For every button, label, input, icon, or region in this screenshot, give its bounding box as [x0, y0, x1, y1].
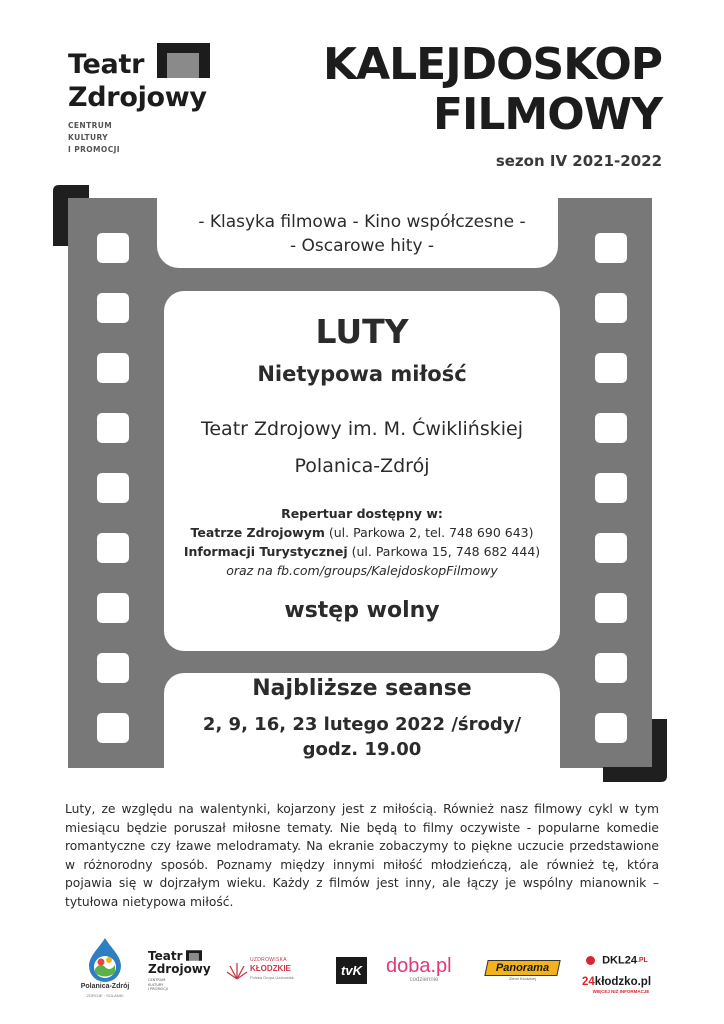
screening-time: godz. 19.00	[302, 739, 422, 760]
title-line-2: FILMOWY	[432, 89, 662, 140]
sponsor-24klodzko-logo	[582, 976, 666, 1000]
film-perforation	[595, 473, 627, 503]
season-label: sezon IV 2021-2022	[495, 152, 662, 170]
k24-sub: WIĘCEJ NIŻ INFORMACJE	[592, 989, 650, 994]
sponsor-teatr-logo	[148, 949, 211, 995]
k24-name: kłodzko.pl	[594, 976, 652, 988]
place-1-name: Teatrze Zdrojowym	[190, 525, 325, 540]
poster-title	[323, 40, 662, 140]
screening-schedule	[0, 712, 724, 762]
logo-sub-1: CENTRUM	[68, 121, 113, 130]
event-theme: Nietypowa miłość	[257, 362, 467, 386]
uzdrowiska-line-2: KŁODZKIE	[250, 964, 291, 973]
logo-sub-3: I PROMOCJI	[68, 145, 120, 154]
tagline-line-2: - Oscarowe hity -	[289, 236, 435, 256]
online-link[interactable]: oraz na fb.com/groups/KalejdoskopFilmowy	[226, 563, 498, 578]
polanica-name: Polanica-Zdrój	[80, 983, 130, 990]
dkl24-name: DKL24	[602, 954, 637, 967]
event-venue: Teatr Zdrojowy im. M. Ćwiklińskiej	[200, 418, 523, 440]
place-2-name: Informacji Turystycznej	[183, 544, 348, 559]
sponsor-teatr-sub-2: KULTURY	[148, 982, 164, 987]
film-perforation	[97, 473, 129, 503]
next-screenings-heading: Najbliższe seanse	[252, 676, 472, 701]
sponsor-tvk-logo: tvK	[336, 957, 367, 984]
polanica-sub: ZDROJE · SOLANKI	[86, 993, 124, 998]
logo-line-2: Zdrojowy	[68, 82, 207, 113]
sponsor-teatr-sub-1: CENTRUM	[148, 978, 166, 982]
dkl24-tld: .PL	[636, 957, 648, 964]
theatre-logo-subtitle	[68, 120, 120, 156]
place-1-details: (ul. Parkowa 2, tel. 748 690 643)	[324, 525, 534, 540]
sponsor-teatr-mark	[186, 950, 202, 961]
panorama-name: Panorama	[495, 962, 550, 974]
doba-name: doba.pl	[386, 955, 452, 977]
logo-line-1: Teatr	[68, 49, 145, 80]
repertoire-info	[0, 504, 724, 580]
title-line-1: KALEJDOSKOP	[322, 39, 662, 90]
place-2-details: (ul. Parkowa 15, 748 682 444)	[347, 544, 541, 559]
logo-sub-2: KULTURY	[68, 133, 109, 142]
doba-sub: codziennie	[409, 977, 439, 983]
tagline-line-1: - Klasyka filmowa - Kino współczesne -	[198, 212, 526, 232]
dkl24-dot-icon	[586, 956, 595, 965]
sponsor-panorama-logo	[486, 960, 559, 982]
event-month: LUTY	[315, 312, 409, 351]
uzdrowiska-line-1: UZDROWISKA	[250, 957, 287, 963]
water-drop-icon	[87, 938, 123, 982]
admission-label: wstęp wolny	[284, 598, 440, 623]
theatre-logo-mark	[157, 43, 210, 78]
event-description: Luty, ze względu na walentynki, kojarzony jest z miłością. Również nasz filmowy cykl w tym miesiącu będzie poruszał miłosne tematy. Nie będą to filmy oczywiste - popularne komedie romantyczne czy łzawe melodramaty. Na ekranie zobaczymy to piękne uczucie przedstawione w różnorodny sposób. Poznamy między innymi miłość młodzieńczą, ale również tę, która pojawia się w dojrzałym wieku. Każdy z filmów jest inny, ale łączy je wspólny mianownik – tytułowa nietypowa miłość.	[65, 802, 659, 909]
sponsor-teatr-line-1: Teatr	[148, 949, 183, 963]
genre-tagline	[0, 210, 724, 258]
repertoire-heading: Repertuar dostępny w:	[281, 506, 443, 521]
sponsor-dkl24-logo	[586, 950, 666, 966]
screening-dates: 2, 9, 16, 23 lutego 2022 /środy/	[202, 714, 522, 735]
sunburst-icon	[226, 959, 248, 981]
uzdrowiska-line-3: Polska Grupa Uzdrowisk	[250, 975, 294, 980]
sponsor-teatr-sub-3: I PROMOCJI	[148, 987, 168, 991]
event-city: Polanica-Zdrój	[294, 455, 430, 477]
k24-number: 24	[582, 976, 595, 988]
sponsor-teatr-line-2: Zdrojowy	[148, 962, 211, 976]
sponsor-doba-logo	[386, 955, 466, 987]
sponsor-uzdrowiska-logo	[226, 955, 318, 987]
panorama-sub: Ziemi Kłodzkiej	[509, 976, 536, 981]
sponsor-polanica-logo	[70, 938, 140, 1000]
